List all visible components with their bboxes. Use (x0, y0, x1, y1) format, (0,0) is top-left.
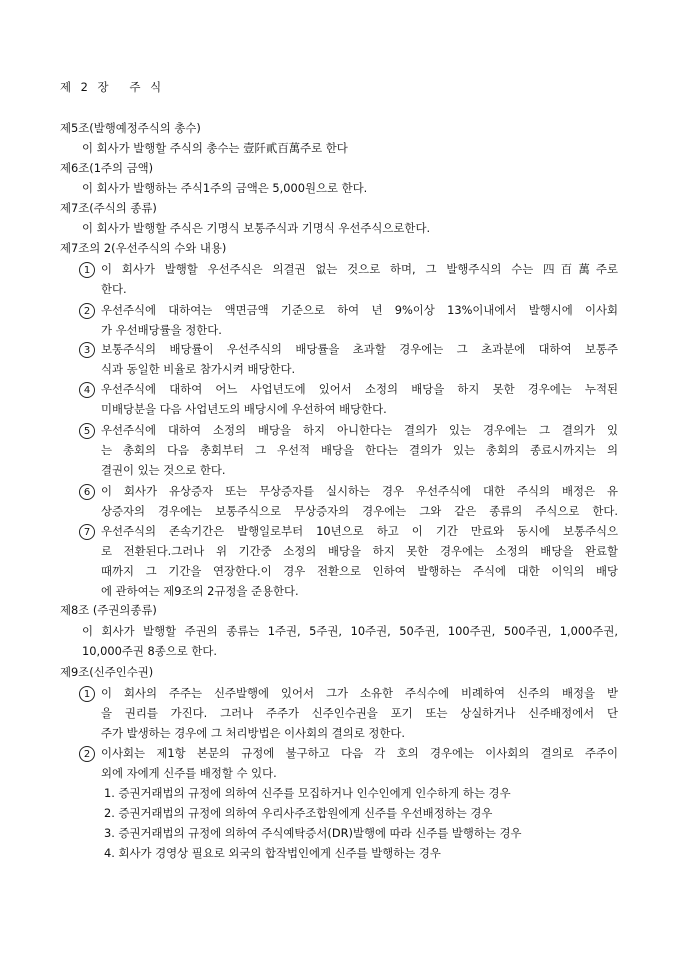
item-number-circle: 2 (79, 303, 95, 319)
sub-item: 3. 증권거래법의 규정에 의하여 주식예탁증서(DR)발행에 따라 신주를 발행하는 경우 (104, 826, 522, 840)
item-number-circle: 1 (79, 686, 95, 702)
sub-item: 1. 증권거래법의 규정에 의하여 신주를 모집하거나 인수인에게 인수하게 하는 경우 (104, 786, 511, 800)
chapter-heading (60, 79, 164, 95)
item-line: 외에 자에게 신주를 배정할 수 있다. (101, 766, 277, 780)
item-line: 을 권리를 가진다. 그러나 주주가 신주인수권을 포기 또는 상실하거나 신주배정에서 단 (101, 706, 618, 720)
item-line: 가 우선배당률을 정한다. (101, 323, 222, 337)
item-line: 우선주식에 대하여는 액면금액 기준으로 하여 년 9%이상 13%이내에서 발행시에 이사회 (101, 303, 618, 317)
article-9-heading: 제9조(신주인수권) (60, 665, 154, 679)
item-line: 결권이 있는 것으로 한다. (101, 463, 226, 477)
article-8-heading: 제8조 (주권의종류) (60, 603, 157, 617)
item-number-circle: 5 (79, 423, 95, 439)
article-6-heading: 제6조(1주의 금액) (60, 161, 154, 175)
item-line: 이 회사의 주주는 신주발행에 있어서 그가 소유한 주식수에 비례하여 신주의 배정을 받 (101, 686, 618, 700)
article-7-body: 이 회사가 발행할 주식은 기명식 보통주식과 기명식 우선주식으로한다. (82, 221, 431, 235)
article-8-body: 이 회사가 발행할 주권의 종류는 1주권, 5주권, 10주권, 50주권, 100주권, 500주권, 1,000주권, (82, 624, 618, 638)
item-line: 주가 발생하는 경우에 그 처리방법은 이사회의 결의로 정한다. (101, 726, 406, 740)
item-line: 미배당분을 다음 사업년도의 배당시에 우선하여 배당한다. (101, 402, 387, 416)
chapter-title: 주 식 (129, 80, 165, 94)
item-line: 한다. (101, 282, 127, 296)
item-line: 이 회사가 유상증자 또는 무상증자를 실시하는 경우 우선주식에 대한 주식의 배정은 유 (101, 484, 618, 498)
item-line: 에 관하여는 제9조의 2규정을 준용한다. (101, 584, 299, 598)
item-line: 이 회사가 발행할 우선주식은 의결권 없는 것으로 하며, 그 발행주식의 수는 四百萬주로 (101, 262, 618, 276)
item-line: 보통주식의 배당률이 우선주식의 배당률을 초과할 경우에는 그 초과분에 대하여 보통주 (101, 342, 618, 356)
sub-item: 2. 증권거래법의 규정에 의하여 우리사주조합원에게 신주를 우선배정하는 경우 (104, 806, 493, 820)
article-7-heading: 제7조(주식의 종류) (60, 201, 157, 215)
sub-item: 4. 회사가 경영상 필요로 외국의 합작법인에게 신주를 발행하는 경우 (104, 846, 441, 860)
article-5-heading: 제5조(발행예정주식의 총수) (60, 121, 201, 135)
article-7-2-heading: 제7조의 2(우선주식의 수와 내용) (60, 241, 227, 255)
chapter-label: 제 2 장 (60, 80, 112, 94)
item-line: 식과 동일한 비율로 참가시켜 배당한다. (101, 362, 296, 376)
item-number-circle: 3 (79, 342, 95, 358)
item-line: 우선주식의 존속기간은 발행일로부터 10년으로 하고 이 기간 만료와 동시에 보통주식으 (101, 524, 618, 538)
item-number-circle: 7 (79, 524, 95, 540)
item-line: 상증자의 경우에는 보통주식으로 무상증자의 경우에는 그와 같은 종류의 주식으로 한다. (101, 504, 618, 518)
item-line: 우선주식에 대하여 어느 사업년도에 있어서 소정의 배당을 하지 못한 경우에는 누적된 (101, 382, 618, 396)
item-number-circle: 6 (79, 484, 95, 500)
item-number-circle: 4 (79, 382, 95, 398)
item-number-circle: 1 (79, 262, 95, 278)
item-line: 때까지 그 기간을 연장한다.이 경우 전환으로 인하여 발행하는 주식에 대한 이익의 배당 (101, 564, 618, 578)
item-line: 로 전환된다.그러나 위 기간중 소정의 배당을 하지 못한 경우에는 소정의 배당을 완료할 (101, 544, 618, 558)
item-line: 는 총회의 다음 총회부터 그 우선적 배당을 한다는 결의가 있는 총회의 종료시까지는 의 (101, 443, 618, 457)
article-5-body: 이 회사가 발행할 주식의 총수는 壹阡貳百萬주로 한다 (82, 141, 348, 155)
item-line: 이사회는 제1항 본문의 규정에 불구하고 다음 각 호의 경우에는 이사회의 결의로 주주이 (101, 746, 618, 760)
article-8-body: 10,000주권 8종으로 한다. (82, 644, 217, 658)
article-6-body: 이 회사가 발행하는 주식1주의 금액은 5,000원으로 한다. (82, 181, 368, 195)
item-number-circle: 2 (79, 746, 95, 762)
item-line: 우선주식에 대하여 소정의 배당을 하지 아니한다는 결의가 있는 경우에는 그 결의가 있 (101, 423, 618, 437)
